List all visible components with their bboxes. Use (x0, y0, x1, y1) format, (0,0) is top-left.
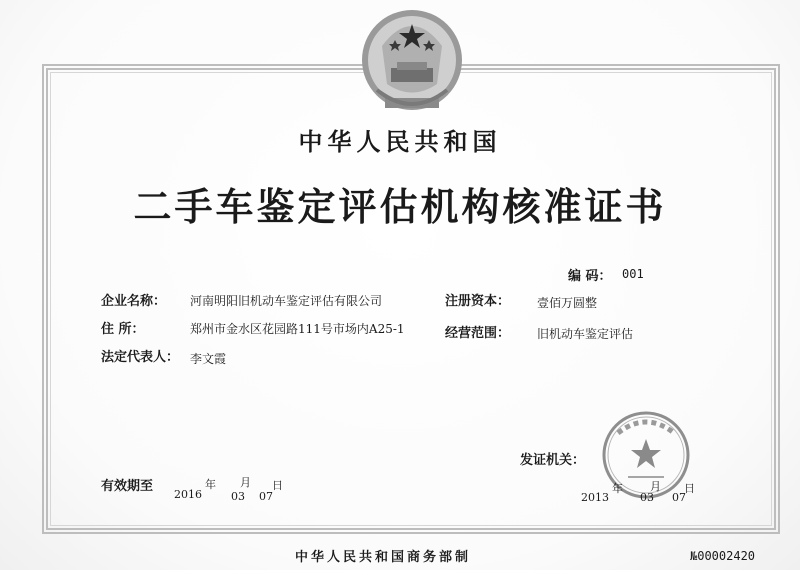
valid-day: 07 (259, 490, 273, 503)
national-emblem-icon (357, 6, 467, 118)
valid-until-label: 有效期至 (101, 479, 154, 494)
enterprise-label: 企业名称： (101, 294, 167, 309)
legal-rep-label: 法定代表人： (101, 350, 180, 365)
issue-month: 03 (640, 491, 654, 504)
scope-label: 经营范围： (445, 326, 511, 341)
legal-rep-value: 李文霞 (190, 352, 227, 366)
address-label: 住 所： (101, 322, 145, 337)
capital-value: 壹佰万圆整 (537, 296, 598, 310)
valid-year-unit: 年 (205, 478, 216, 491)
valid-day-unit: 日 (272, 479, 283, 492)
issuing-authority-footer: 中华人民共和国商务部制 (295, 550, 472, 565)
valid-month: 03 (231, 490, 245, 503)
scope-value: 旧机动车鉴定评估 (537, 327, 634, 341)
code-value: 001 (622, 267, 644, 281)
serial-number: №00002420 (690, 549, 756, 563)
address-value: 郑州市金水区花园路111号市场内A25-1 (190, 322, 405, 336)
enterprise-value: 河南明阳旧机动车鉴定评估有限公司 (190, 294, 383, 308)
capital-label: 注册资本： (445, 294, 511, 309)
issue-year-unit: 年 (612, 482, 623, 495)
issue-day: 07 (672, 491, 686, 504)
country-title: 中华人民共和国 (298, 127, 502, 156)
issue-day-unit: 日 (684, 482, 695, 495)
valid-month-unit: 月 (240, 476, 251, 489)
issuer-label: 发证机关： (520, 453, 586, 468)
issue-year: 2013 (581, 491, 609, 504)
valid-year: 2016 (174, 488, 202, 501)
certificate-title: 二手车鉴定评估机构核准证书 (133, 184, 667, 229)
code-label: 编 码： (568, 269, 612, 284)
issue-month-unit: 月 (650, 480, 661, 493)
